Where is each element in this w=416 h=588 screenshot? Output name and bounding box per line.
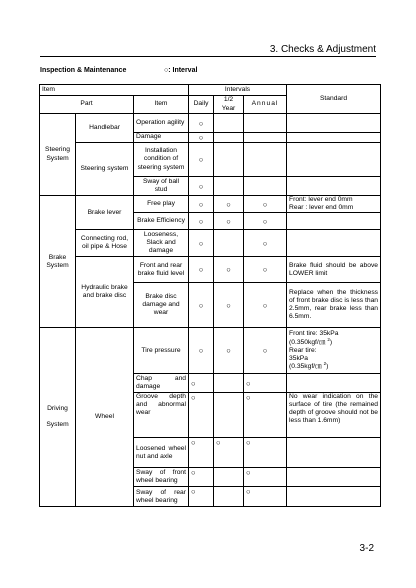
standard-rear-tire: Rear tire:: [289, 346, 317, 354]
part-connecting-rod: Connecting rod, oil pipe & Hose: [76, 230, 134, 257]
standard-cell: [287, 487, 381, 507]
header-intervals: Intervals: [189, 85, 287, 96]
header-annual: Annual: [244, 96, 287, 114]
page-header-title: 3. Checks & Adjustment: [269, 44, 376, 55]
annual-mark: ○: [244, 196, 287, 213]
half-year-cell: [214, 230, 244, 257]
item-cell: Sway of front wheel bearing: [134, 468, 189, 487]
half-year-cell: [214, 114, 244, 133]
standard-cell: [287, 143, 381, 177]
item-cell: Loosened wheel nut and axle: [134, 438, 189, 468]
daily-mark: ○: [189, 328, 214, 374]
standard-cell: [287, 468, 381, 487]
standard-front-unit: (0.350kgf/㎝ $^2$): [289, 336, 333, 346]
header-item: Item: [40, 85, 189, 96]
half-year-cell: [214, 487, 244, 507]
system-driving: Driving System: [40, 328, 76, 507]
standard-cell: Front: lever end 0mm Rear : lever end 0mm: [287, 196, 381, 213]
header-daily: Daily: [189, 96, 214, 114]
item-cell: Tire pressure: [134, 328, 189, 374]
header-item-col: Item: [134, 96, 189, 114]
standard-cell: [287, 114, 381, 133]
standard-cell: Replace when the thickness of front brake disc is less than 2.5mm, rear brake less than 6.5mm.: [287, 283, 381, 328]
annual-mark: ○: [244, 257, 287, 283]
half-year-cell: [214, 393, 244, 438]
header-part: Part: [40, 96, 134, 114]
daily-mark: ○: [189, 114, 214, 133]
standard-cell: [287, 328, 381, 374]
standard-rear-value: 35kPa: [289, 354, 308, 362]
part-wheel: Wheel: [76, 328, 134, 507]
annual-mark: ○: [244, 487, 287, 507]
daily-mark: ○: [189, 196, 214, 213]
annual-mark: ○: [244, 213, 287, 230]
daily-mark: ○: [189, 257, 214, 283]
system-brake: Brake System: [40, 196, 76, 328]
item-cell: Chap and damage: [134, 374, 189, 393]
item-cell: Sway of ball stud: [134, 177, 189, 196]
item-cell: Operation agility: [134, 114, 189, 133]
annual-mark: ○: [244, 230, 287, 257]
header-rule: [40, 56, 376, 57]
table-row: [40, 257, 381, 283]
annual-mark: ○: [244, 438, 287, 468]
half-year-cell: [214, 468, 244, 487]
table-row: [40, 114, 381, 133]
header-standard: Standard: [287, 85, 381, 114]
half-year-cell: [214, 177, 244, 196]
item-cell: Sway of rear wheel bearing: [134, 487, 189, 507]
daily-mark: ○: [189, 143, 214, 177]
annual-mark: ○: [244, 328, 287, 374]
item-cell: Looseness, Slack and damage: [134, 230, 189, 257]
item-cell: Brake Efficiency: [134, 213, 189, 230]
annual-cell: [244, 133, 287, 143]
part-steering-system: Steering system: [76, 143, 134, 196]
interval-legend: ○: Interval: [164, 67, 198, 74]
daily-mark: ○: [189, 468, 214, 487]
table-row: [40, 328, 381, 374]
annual-mark: ○: [244, 393, 287, 438]
header-half-year: 1/2 Year: [214, 96, 244, 114]
annual-mark: ○: [244, 283, 287, 328]
standard-cell: [287, 177, 381, 196]
annual-cell: [244, 114, 287, 133]
standard-cell: [287, 133, 381, 143]
item-cell: Installation condition of steering system: [134, 143, 189, 177]
table-row: [40, 143, 381, 177]
standard-cell: [287, 438, 381, 468]
annual-cell: [244, 143, 287, 177]
part-hydraulic-brake: Hydraulic brake and brake disc: [76, 257, 134, 328]
daily-mark: ○: [189, 487, 214, 507]
half-year-cell: [214, 374, 244, 393]
standard-front-tire: Front tire: 35kPa: [289, 330, 339, 338]
annual-mark: ○: [244, 468, 287, 487]
annual-mark: ○: [244, 374, 287, 393]
part-handlebar: Handlebar: [76, 114, 134, 143]
half-year-mark: ○: [214, 328, 244, 374]
half-year-mark: ○: [214, 283, 244, 328]
item-cell: Free play: [134, 196, 189, 213]
standard-cell: Brake fluid should be above LOWER limit: [287, 257, 381, 283]
table-row: [40, 196, 381, 213]
daily-mark: ○: [189, 133, 214, 143]
system-steering: Steering System: [40, 114, 76, 196]
daily-mark: ○: [189, 374, 214, 393]
part-brake-lever: Brake lever: [76, 196, 134, 230]
section-title: Inspection & Maintenance: [40, 67, 127, 74]
daily-mark: ○: [189, 213, 214, 230]
item-cell: Groove depth and abnormal wear: [134, 393, 189, 438]
standard-cell: [287, 213, 381, 230]
inspection-table: [39, 84, 381, 507]
half-year-cell: [214, 143, 244, 177]
table-header-row: [40, 85, 381, 96]
item-cell: Brake disc damage and wear: [134, 283, 189, 328]
page-number: 3-2: [359, 543, 374, 554]
item-cell: Damage: [134, 133, 189, 143]
standard-rear-unit: (0.35kgf/㎝ $^2$): [289, 360, 329, 370]
standard-cell: [287, 374, 381, 393]
item-cell: Front and rear brake fluid level: [134, 257, 189, 283]
table-row: [40, 230, 381, 257]
half-year-mark: ○: [214, 196, 244, 213]
standard-cell: No wear indication on the surface of tire (the remained depth of groove should not be less than 1.6mm): [287, 393, 381, 438]
half-year-mark: ○: [214, 213, 244, 230]
half-year-mark: ○: [214, 438, 244, 468]
daily-mark: ○: [189, 230, 214, 257]
daily-mark: ○: [189, 438, 214, 468]
half-year-mark: ○: [214, 257, 244, 283]
standard-cell: [287, 230, 381, 257]
daily-mark: ○: [189, 283, 214, 328]
daily-mark: ○: [189, 177, 214, 196]
daily-mark: ○: [189, 393, 214, 438]
annual-cell: [244, 177, 287, 196]
half-year-cell: [214, 133, 244, 143]
